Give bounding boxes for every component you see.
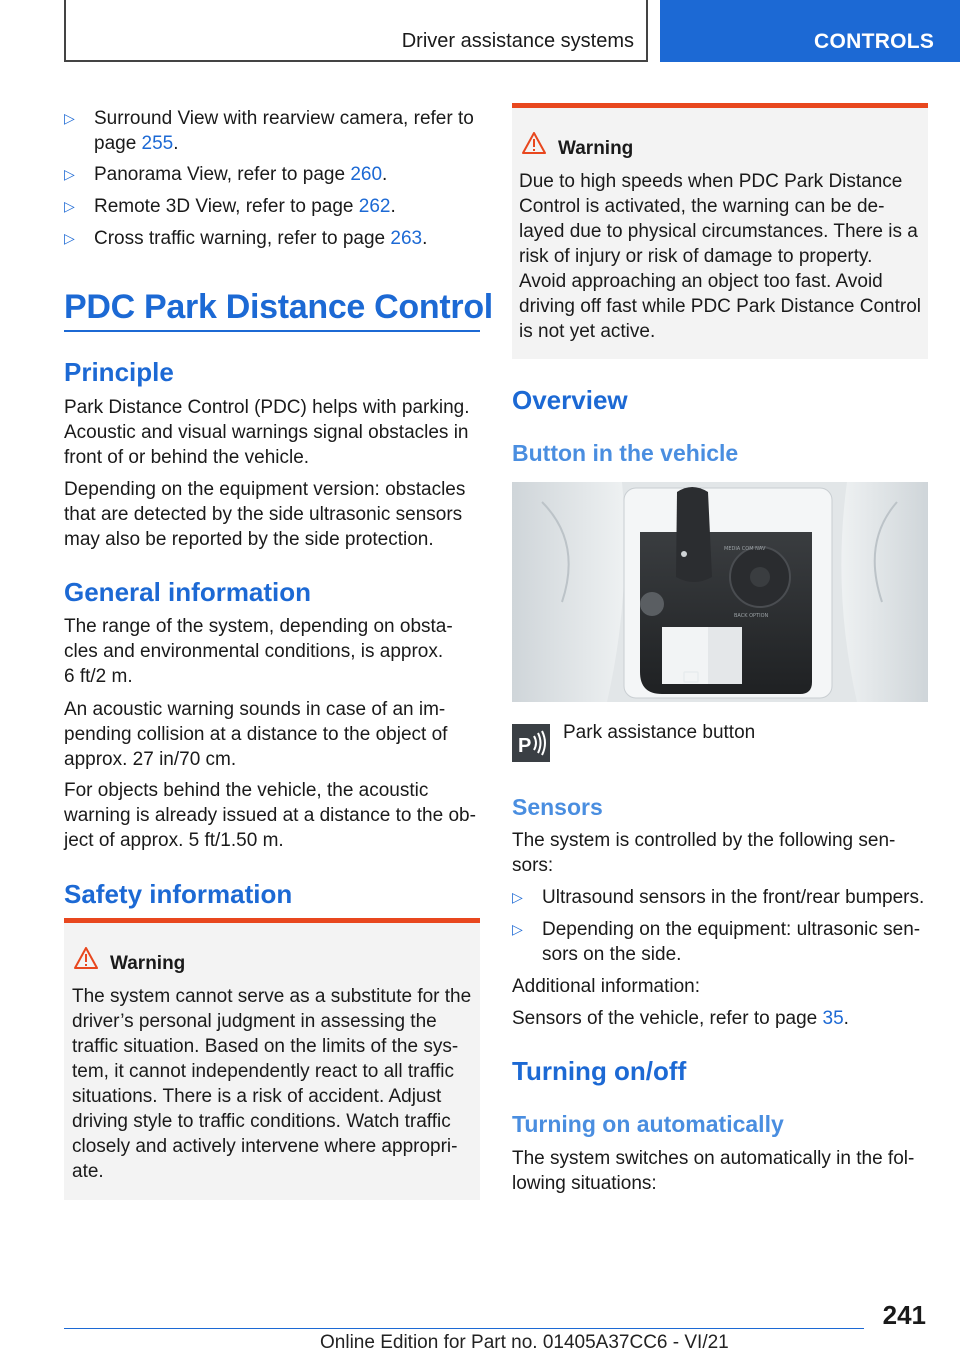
sensors-heading: Sensors: [512, 794, 603, 820]
page-link[interactable]: 255: [141, 133, 174, 154]
general-paragraph-3: For objects behind the vehicle, the acoustic warning is already issued at a distance to the ob‐ ject of approx. 5 ft/1.50 m.: [64, 780, 476, 851]
triangle-bullet-icon: ▷: [512, 889, 523, 905]
warning-box: [64, 918, 480, 1200]
footer-edition: Online Edition for Part no. 01405A37CC6 - VI/21: [320, 1332, 729, 1353]
principle-heading: Principle: [64, 357, 174, 387]
warning-triangle-icon: [522, 132, 546, 154]
page-link[interactable]: 263: [390, 228, 423, 249]
svg-text:BACK OPTION: BACK OPTION: [734, 613, 769, 619]
warning-box: [512, 103, 928, 359]
safety-heading: Safety information: [64, 879, 293, 909]
list-item: ▷ Ultrasound sensors in the front/rear bumpers.: [512, 887, 925, 908]
triangle-bullet-icon: ▷: [512, 921, 523, 937]
page-number: 241: [882, 1300, 926, 1330]
chapter-tab-label: CONTROLS: [814, 30, 935, 53]
svg-text:MEDIA COM NAV: MEDIA COM NAV: [724, 546, 766, 552]
overview-heading: Overview: [512, 385, 628, 415]
warning-title: Warning: [110, 953, 186, 974]
page-link[interactable]: 262: [358, 196, 391, 217]
svg-text:P: P: [518, 735, 532, 757]
triangle-bullet-icon: ▷: [64, 230, 75, 246]
general-paragraph-1: The range of the system, depending on obsta‐ cles and environmental conditions, is approx. 6 ft/2 m.: [64, 616, 453, 687]
button-heading: Button in the vehicle: [512, 440, 739, 466]
footer-rule: [64, 1328, 864, 1329]
auto-heading: Turning on automatically: [512, 1111, 784, 1137]
photo-caption: Park assistance button: [563, 722, 756, 743]
warning-text: The system cannot serve as a substitute for the driver’s personal judgment in assessing the traffic situation. Based on the limits of the sys‐ tem, it cannot independently react to all traffic situations. There is a risk of accident. Adjust driving style to traffic conditions. Watch traffic closely and actively intervene where appropri‐ ate.: [72, 986, 472, 1182]
chapter-tab[interactable]: [660, 0, 960, 62]
general-heading: General information: [64, 577, 312, 607]
sensors-reference: Sensors of the vehicle, refer to page 35.: [512, 1008, 849, 1029]
general-paragraph-2: An acoustic warning sounds in case of an im‐ pending collision at a distance to the object of approx. 27 in/70 cm.: [64, 699, 448, 770]
principle-paragraph-2: Depending on the equipment version: obstacles that are detected by the side ultrasonic sensors may also be reported by the side protection.: [64, 479, 466, 550]
additional-info-label: Additional information:: [512, 976, 700, 997]
park-assistance-icon: [512, 724, 550, 762]
list-item: ▷ Depending on the equipment: ultrasonic sen‐ sors on the side.: [512, 919, 921, 965]
list-item: ▷ Surround View with rearview camera, refer to page 255.: [64, 108, 474, 154]
warning-title: Warning: [558, 138, 634, 159]
principle-paragraph-1: Park Distance Control (PDC) helps with parking. Acoustic and visual warnings signal obstacles in front of or behind the vehicle.: [64, 397, 470, 468]
page-link[interactable]: 260: [350, 164, 383, 185]
title-rule: [64, 330, 480, 332]
center-console-photo: [512, 482, 928, 702]
auto-paragraph: The system switches on automatically in the fol‐ lowing situations:: [512, 1148, 915, 1194]
triangle-bullet-icon: ▷: [64, 110, 75, 126]
triangle-bullet-icon: ▷: [64, 198, 75, 214]
running-header: [64, 0, 648, 62]
page-title: PDC Park Distance Control: [64, 288, 493, 326]
section-title: Driver assistance systems: [401, 30, 634, 52]
triangle-bullet-icon: ▷: [64, 166, 75, 182]
page-link[interactable]: 35: [822, 1008, 844, 1029]
warning-triangle-icon: [74, 947, 98, 969]
list-item: ▷ Remote 3D View, refer to page 262.: [64, 196, 396, 217]
list-item: ▷ Panorama View, refer to page 260.: [64, 164, 388, 185]
sensors-intro: The system is controlled by the following sen‐ sors:: [512, 830, 896, 876]
turning-heading: Turning on/off: [512, 1056, 687, 1086]
warning-text: Due to high speeds when PDC Park Distance Control is activated, the warning can be de‐ layed due to physical circumstances. There is a risk of injury or risk of damage to property. Avoid approaching an object too fast. Avoid driving off fast while PDC Park Distance Control is not yet active.: [519, 171, 921, 342]
list-item: ▷ Cross traffic warning, refer to page 263.: [64, 228, 428, 249]
center-console-image: [512, 482, 928, 702]
